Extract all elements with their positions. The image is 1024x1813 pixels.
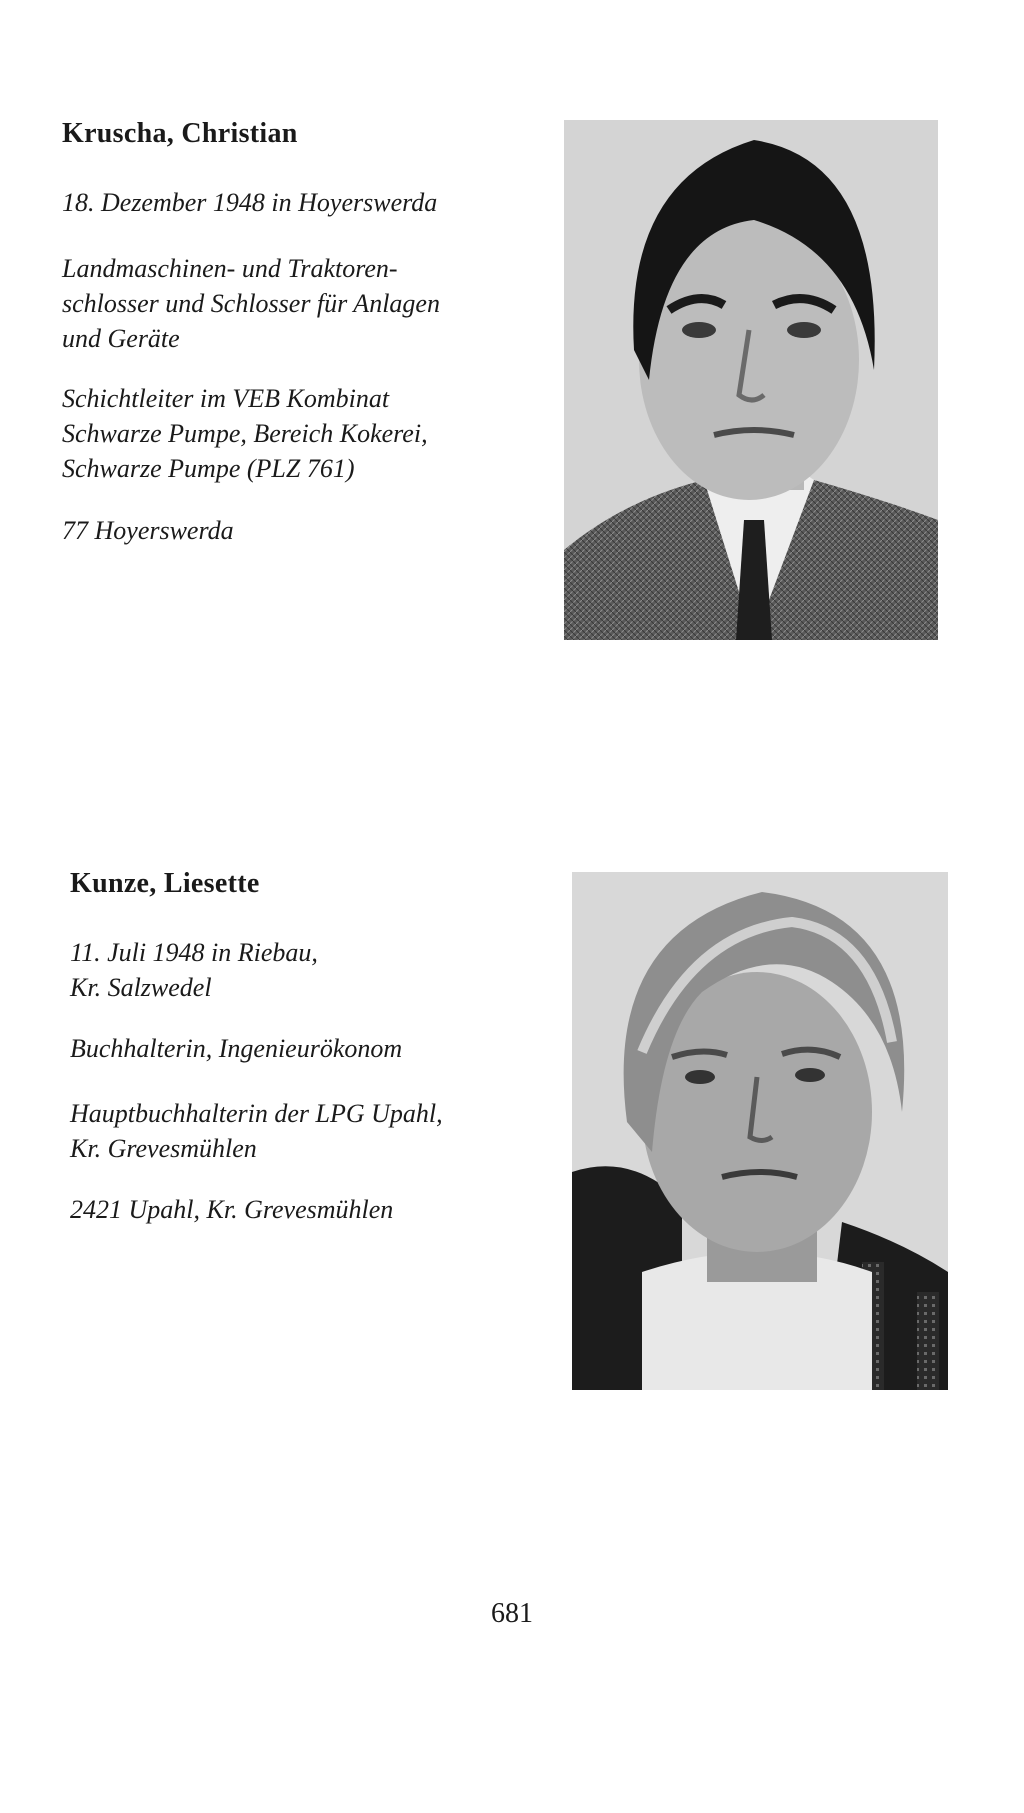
position-line: Kr. Grevesmühlen (70, 1134, 257, 1163)
entry-name: Kunze, Liesette (70, 868, 260, 899)
residence-line: 77 Hoyerswerda (62, 516, 234, 545)
birth-info (62, 185, 437, 220)
birth-line: Kr. Salzwedel (70, 973, 212, 1002)
position-line: Schwarze Pumpe, Bereich Kokerei, (62, 419, 428, 448)
training-line: und Geräte (62, 324, 180, 353)
portrait-woman-image (572, 872, 948, 1390)
position-line: Hauptbuchhalterin der LPG Upahl, (70, 1099, 443, 1128)
position-info (62, 381, 428, 486)
position-line: Schichtleiter im VEB Kombinat (62, 384, 390, 413)
training-info (62, 251, 440, 356)
portrait-man-image (564, 120, 938, 640)
training-line: Buchhalterin, Ingenieurökonom (70, 1034, 403, 1063)
position-info (70, 1096, 443, 1166)
residence-info (62, 513, 234, 548)
residence-line: 2421 Upahl, Kr. Grevesmühlen (70, 1195, 394, 1224)
birth-info (70, 935, 318, 1005)
training-info (70, 1031, 402, 1066)
training-line: schlosser und Schlosser für Anlagen (62, 289, 440, 318)
training-line: Landmaschinen- und Traktoren- (62, 254, 398, 283)
residence-info (70, 1192, 393, 1227)
position-line: Schwarze Pumpe (PLZ 761) (62, 454, 355, 483)
entry-name: Kruscha, Christian (62, 118, 298, 149)
page-number: 681 (491, 1598, 533, 1629)
birth-line: 18. Dezember 1948 in Hoyerswerda (62, 188, 438, 217)
portrait-photo (564, 120, 938, 640)
portrait-photo (572, 872, 948, 1390)
birth-line: 11. Juli 1948 in Riebau, (70, 938, 318, 967)
